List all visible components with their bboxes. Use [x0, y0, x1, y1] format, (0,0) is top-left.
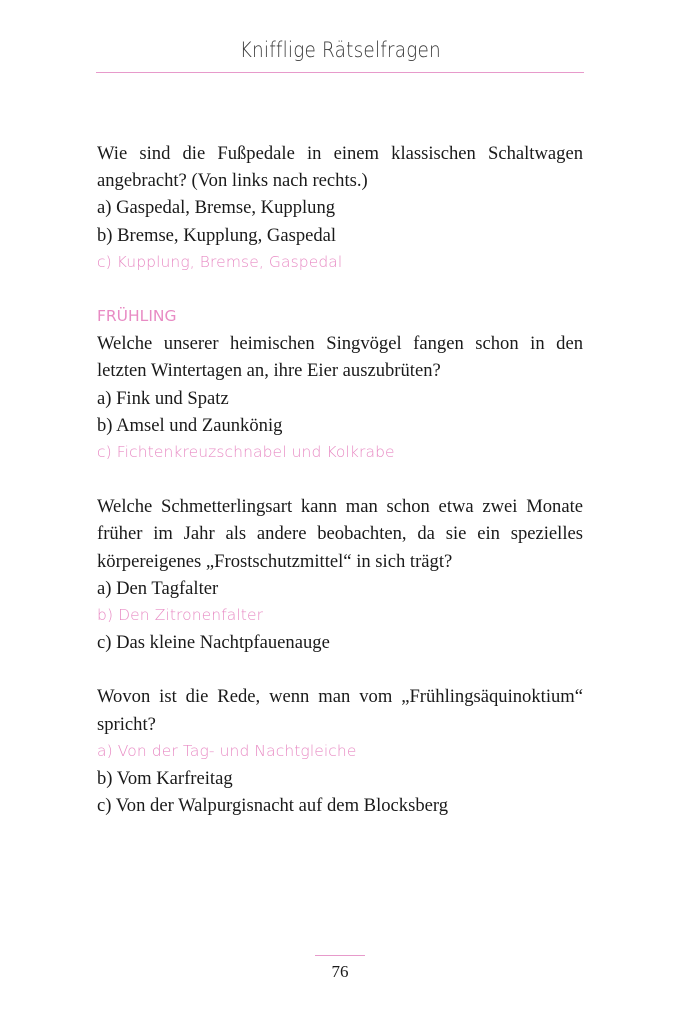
- question-text: Welche Schmetterlingsart kann man schon etwa zwei Monate früher im Jahr als andere beobachten, da sie ein spezielles körpereigenes „Frostschutzmittel“ in sich trägt?: [97, 496, 583, 572]
- answer-option: b) Bremse, Kupplung, Gaspedal: [97, 224, 337, 246]
- page-number: 76: [331, 962, 349, 981]
- question-text: Welche unserer heimischen Singvögel fangen schon in den letzten Wintertagen an, ihre Eier auszubrüten?: [97, 333, 583, 382]
- answer-option-correct: a) Von der Tag- und Nachtgleiche: [97, 741, 357, 760]
- answer-option-correct: c) Fichtenkreuzschnabel und Kolkrabe: [97, 443, 395, 462]
- quiz-content: [97, 140, 583, 846]
- answer-option: b) Vom Karfreitag: [97, 768, 233, 790]
- question-text: Wovon ist die Rede, wenn man vom „Frühlingsäquinoktium“ spricht?: [97, 686, 583, 735]
- answer-option-correct: c) Kupplung, Bremse, Gaspedal: [97, 252, 343, 271]
- question-block: [97, 493, 583, 656]
- page-header: [96, 38, 584, 62]
- answer-option: c) Von der Walpurgisnacht auf dem Blocksberg: [97, 795, 449, 817]
- footer-divider: [315, 955, 365, 956]
- answer-option-correct: b) Den Zitronenfalter: [97, 606, 264, 625]
- answer-option: b) Amsel und Zaunkönig: [97, 414, 283, 436]
- answer-option: a) Den Tagfalter: [97, 577, 219, 599]
- question-text: Wie sind die Fußpedale in einem klassischen Schaltwagen angebracht? (Von links nach rechts.): [97, 143, 583, 192]
- answer-option: c) Das kleine Nachtpfauenauge: [97, 632, 330, 654]
- answer-option: a) Gaspedal, Bremse, Kupplung: [97, 197, 336, 219]
- section-label: FRÜHLING: [97, 307, 177, 326]
- question-block: [97, 303, 583, 466]
- answer-option: a) Fink und Spatz: [97, 387, 229, 409]
- question-block: [97, 140, 583, 276]
- header-divider: [96, 72, 584, 73]
- question-block: [97, 683, 583, 819]
- page-title: Knifflige Rätselfragen: [239, 38, 441, 62]
